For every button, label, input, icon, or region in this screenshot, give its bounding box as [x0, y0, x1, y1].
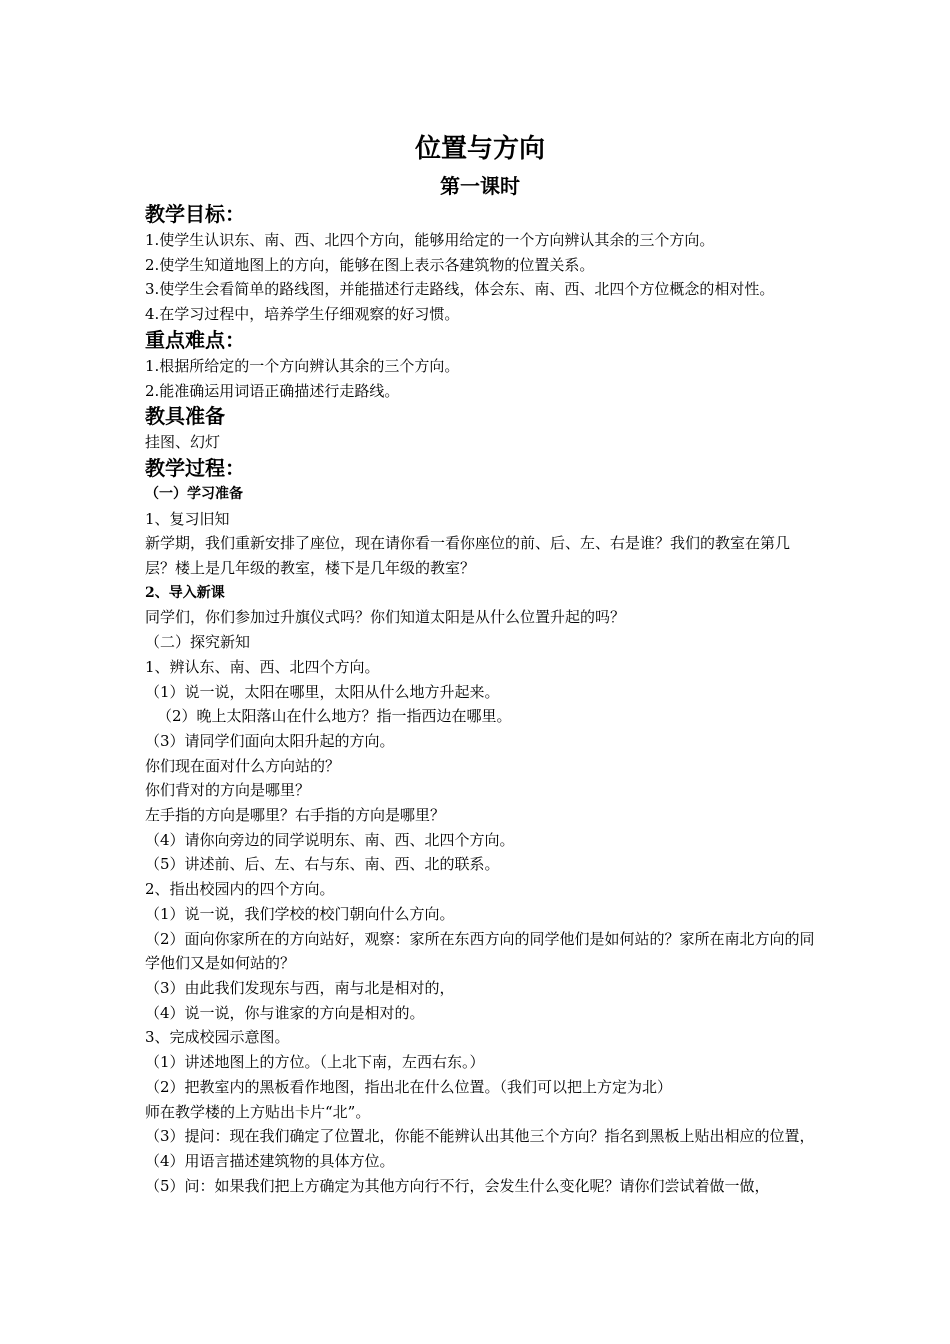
process-paragraph: （2）面向你家所在的方向站好，观察：家所在东西方向的同学他们是如何站的？家所在南北方向的同学他们又是如何站的？ [145, 929, 815, 973]
section-heading-key-points: 重点难点： [145, 327, 245, 352]
process-line: 你们背对的方向是哪里？ [145, 781, 311, 800]
process-line: （4）说一说，你与谁家的方向是相对的。 [145, 1003, 425, 1022]
process-line: （4）用语言描述建筑物的具体方位。 [145, 1151, 395, 1170]
section-heading-objectives: 教学目标： [145, 202, 245, 226]
objective-line: 2.使学生知道地图上的方向，能够在图上表示各建筑物的位置关系。 [145, 255, 595, 274]
process-paragraph: 新学期，我们重新安排了座位，现在请你看一看你座位的前、后、左、右是谁？我们的教室在第几层？楼上是几年级的教室，楼下是几年级的教室？ [145, 534, 791, 578]
process-line: （1）讲述地图上的方位。（上北下南，左西右东。） [145, 1053, 485, 1072]
process-line: 你们现在面对什么方向站的？ [145, 756, 341, 775]
process-line: 3、完成校园示意图。 [145, 1028, 290, 1047]
process-line: （2）晚上太阳落山在什么地方？指一指西边在哪里。 [157, 707, 512, 726]
document-title: 位置与方向 [414, 134, 545, 164]
process-line: （3）由此我们发现东与西，南与北是相对的， [145, 978, 455, 997]
key-point-line: 1.根据所给定的一个方向辨认其余的三个方向。 [145, 356, 460, 375]
process-line: 2、指出校园内的四个方向。 [145, 880, 335, 899]
process-line: （二）探究新知 [145, 633, 251, 652]
process-line: 师在教学楼的上方贴出卡片“北”。 [145, 1102, 371, 1121]
process-line: （1）说一说，我们学校的校门朝向什么方向。 [145, 904, 455, 923]
process-subheading: 2、导入新课 [145, 584, 225, 601]
process-line: （4）请你向旁边的同学说明东、南、西、北四个方向。 [145, 830, 515, 849]
key-point-line: 2.能准确运用词语正确描述行走路线。 [145, 381, 400, 400]
process-subheading: （一）学习准备 [145, 485, 243, 502]
document-body [145, 131, 815, 1198]
process-line: （5）讲述前、后、左、右与东、南、西、北的联系。 [145, 855, 500, 874]
section-heading-process: 教学过程： [145, 455, 245, 480]
process-line: 同学们，你们参加过升旗仪式吗？你们知道太阳是从什么位置升起的吗？ [145, 608, 626, 627]
process-line: 1、辨认东、南、西、北四个方向。 [145, 657, 380, 676]
process-line: （1）说一说，太阳在哪里，太阳从什么地方升起来。 [145, 682, 500, 701]
process-line: （3）请同学们面向太阳升起的方向。 [145, 731, 395, 750]
objective-line: 3.使学生会看简单的路线图，并能描述行走路线，体会东、南、西、北四个方位概念的相对性。 [145, 280, 775, 299]
process-line: 左手指的方向是哪里？右手指的方向是哪里？ [145, 806, 446, 825]
process-line: 1、复习旧知 [145, 509, 230, 528]
objective-line: 1.使学生认识东、南、西、北四个方向，能够用给定的一个方向辨认其余的三个方向。 [145, 231, 715, 249]
objective-line: 4.在学习过程中，培养学生仔细观察的好习惯。 [145, 305, 460, 324]
process-line: （5）问：如果我们把上方确定为其他方向行不行，会发生什么变化呢？请你们尝试着做一做， [145, 1176, 770, 1195]
section-heading-materials: 教具准备 [145, 404, 225, 429]
document-subtitle: 第一课时 [440, 174, 520, 198]
process-paragraph: （3）提问：现在我们确定了位置北，你能不能辨认出其他三个方向？指名到黑板上贴出相应的位置， [145, 1127, 815, 1146]
materials-line: 挂图、幻灯 [145, 433, 221, 452]
process-line: （2）把教室内的黑板看作地图，指出北在什么位置。（我们可以把上方定为北） [145, 1077, 673, 1096]
